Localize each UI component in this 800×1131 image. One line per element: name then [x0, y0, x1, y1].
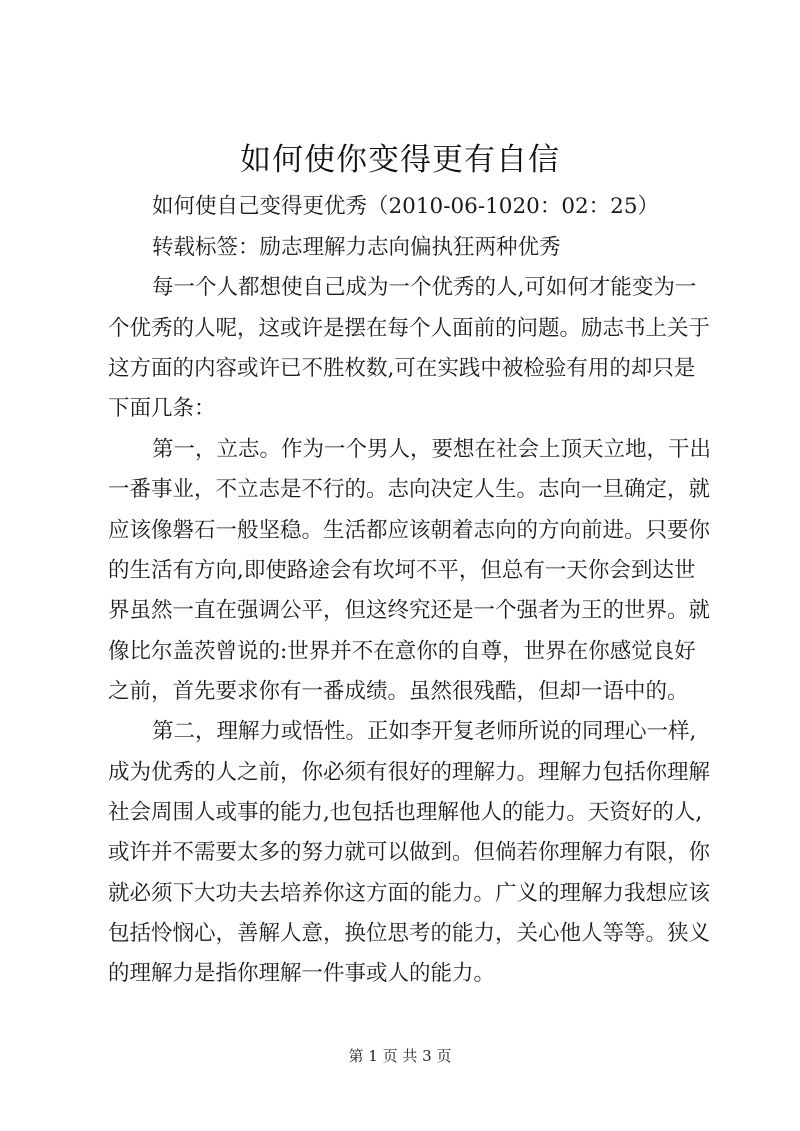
- paragraph-line: 成为优秀的人之前，你必须有很好的理解力。理解力包括你理解: [108, 760, 711, 785]
- paragraph-line: 社会周围人或事的能力,也包括也理解他人的能力。天资好的人,: [108, 800, 703, 825]
- paragraph-line: 的理解力是指你理解一件事或人的能力。: [108, 961, 496, 986]
- paragraph-line: 第二，理解力或悟性。正如李开复老师所说的同理心一样,: [152, 719, 697, 744]
- paragraph-line: 包括怜悯心，善解人意，换位思考的能力，关心他人等等。狭义: [108, 921, 711, 946]
- paragraph-line: 每一个人都想使自己成为一个优秀的人,可如何才能变为一: [152, 275, 697, 300]
- tags-line: 转载标签：励志理解力志向偏执狂两种优秀: [152, 235, 561, 260]
- subtitle-line: 如何使自己变得更优秀（2010-06-1020：02：25）: [152, 194, 660, 219]
- paragraph-line: 界虽然一直在强调公平，但这终究还是一个强者为王的世界。就: [108, 598, 711, 623]
- paragraph-line: 的生活有方向,即使路途会有坎坷不平，但总有一天你会到达世: [108, 558, 696, 583]
- page-footer: 第 1 页 共 3 页: [348, 1047, 452, 1065]
- paragraph-line: 下面几条：: [108, 396, 216, 421]
- paragraph-line: 一番事业，不立志是不行的。志向决定人生。志向一旦确定，就: [108, 477, 711, 502]
- paragraph-line: 应该像磐石一般坚稳。生活都应该朝着志向的方向前进。只要你: [108, 518, 711, 543]
- paragraph-line: 个优秀的人呢，这或许是摆在每个人面前的问题。励志书上关于: [108, 316, 711, 341]
- paragraph-line: 第一，立志。作为一个男人，要想在社会上顶天立地，干出: [152, 437, 712, 462]
- paragraph-line: 就必须下大功夫去培养你这方面的能力。广义的理解力我想应该: [108, 881, 711, 906]
- paragraph-line: 这方面的内容或许已不胜枚数,可在实践中被检验有用的却只是: [108, 356, 696, 381]
- document-title: 如何使你变得更有自信: [240, 142, 560, 178]
- paragraph-line: 像比尔盖茨曾说的:世界并不在意你的自尊，世界在你感觉良好: [108, 639, 696, 664]
- paragraph-line: 之前，首先要求你有一番成绩。虽然很残酷，但却一语中的。: [108, 679, 689, 704]
- paragraph-line: 或许并不需要太多的努力就可以做到。但倘若你理解力有限，你: [108, 840, 711, 865]
